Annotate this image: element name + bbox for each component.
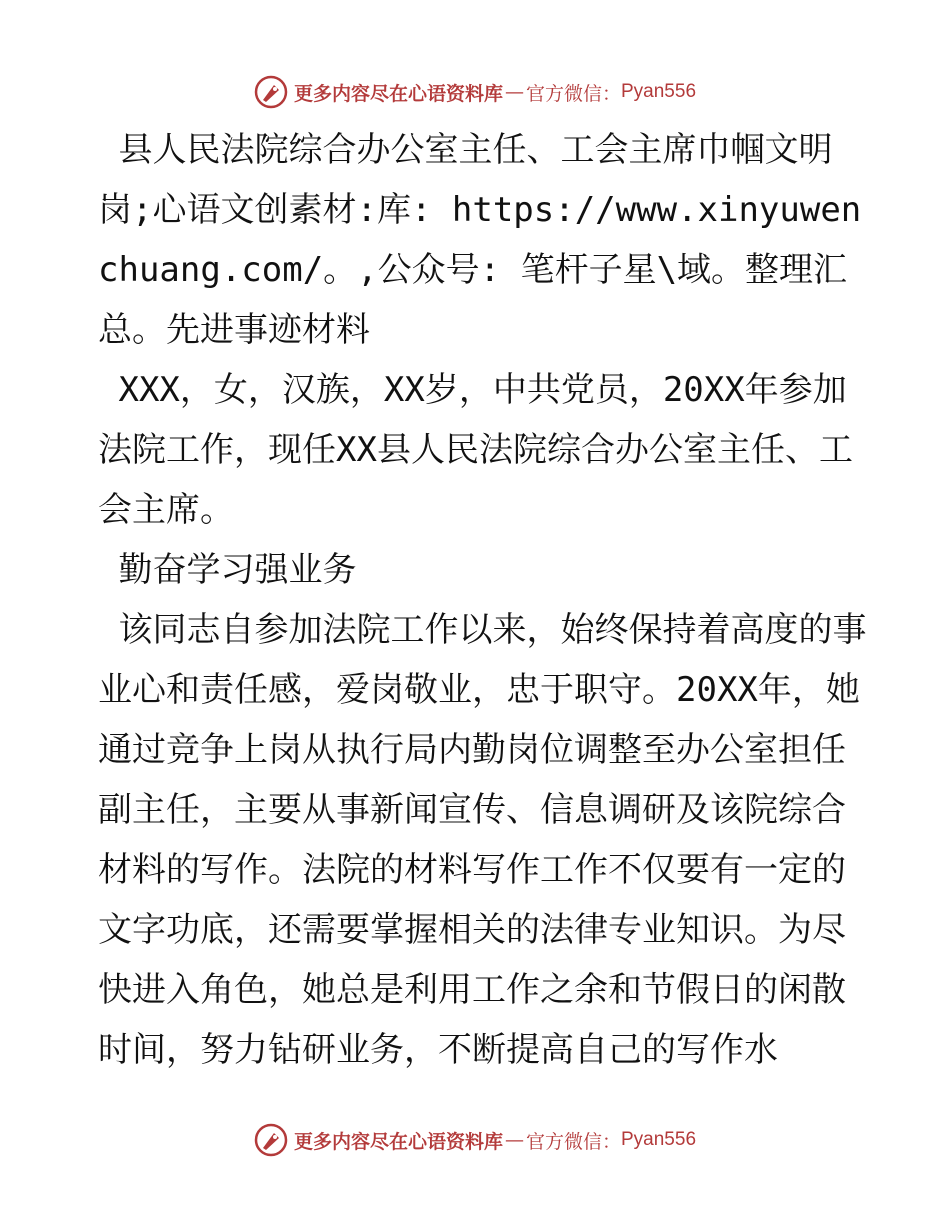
document-body [98,120,868,1080]
banner-promo-text: 更多内容尽在心语资料库 [293,82,503,105]
banner-separator: — [504,1129,524,1151]
banner-wechat-id: Pyan556 [621,1129,697,1150]
banner-wechat-label: 官方微信： [525,1130,621,1153]
paragraph-body: 该同志自参加法院工作以来，始终保持着高度的事业心和责任感，爱岗敬业，忠于职守。20XX年，她通过竞争上岗从执行局内勤岗位调整至办公室担任副主任，主要从事新闻宣传、信息调研及该院综合材料的写作。法院的材料写作工作不仅要有一定的文字功底，还需要掌握相关的法律专业知识。为尽快进入角色，她总是利用工作之余和节假日的闲散时间，努力钻研业务，不断提高自己的写作水 [98,610,867,1070]
footer-banner [0,1120,950,1160]
header-banner [0,72,950,112]
paragraph-profile: XXX，女，汉族，XX岁，中共党员，20XX年参加法院工作，现任XX县人民法院综合办公室主任、工会主席。 [98,370,853,530]
banner-separator: — [504,81,524,103]
section-heading: 勤奋学习强业务 [98,550,357,590]
pen-nib-logo-icon [254,75,288,109]
pen-nib-logo-icon [254,1123,288,1157]
banner-wechat-label: 官方微信： [525,82,621,105]
banner-wechat-id: Pyan556 [621,81,697,102]
banner-promo-text: 更多内容尽在心语资料库 [293,1130,503,1153]
paragraph-intro: 县人民法院综合办公室主任、工会主席巾帼文明岗;心语文创素材:库: https://www.xinyuwenchuang.com/。,公众号: 笔杆子星\域。整理汇总。先进事迹材料 [98,130,862,350]
